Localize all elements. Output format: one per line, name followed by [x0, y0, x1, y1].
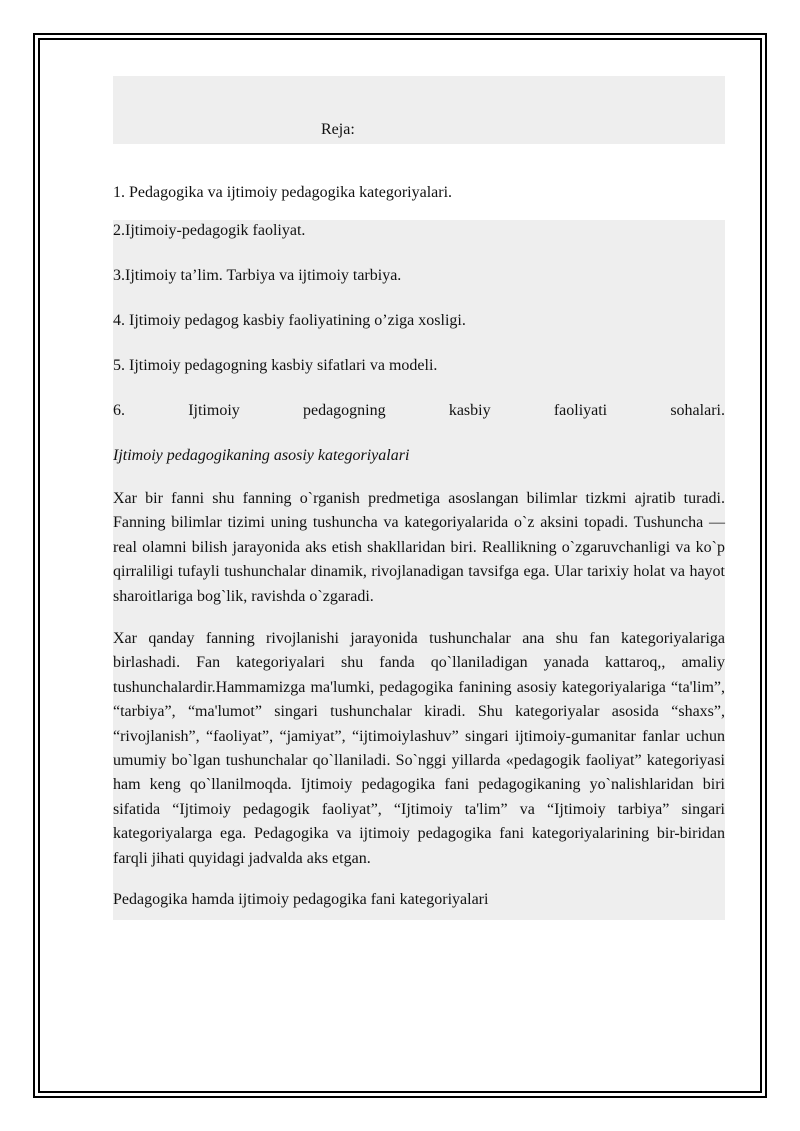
plan-item-6-word: sohalari.	[670, 402, 725, 419]
paragraph-1: Xar bir fanni shu fanning o`rganish predmetiga asoslangan bilimlar tizkmi ajratib turadi. Fanning bilimlar tizimi uning tushuncha va kategoriyalarida o`z aksini topadi. Tushuncha — real olamni bilish jarayonida aks etish shakllaridan biri. Reallikning o`zgaruvchanligi va ko`p qirraliligi tufayli tushunchalar dinamik, rivojlanadigan tavsifga ega. Ular tarixiy holat va hayot sharoitlariga bog`lik, ravishda o`zgaradi.	[113, 490, 725, 605]
section-heading: Ijtimoiy pedagogikaning asosiy kategoriyalari	[113, 447, 410, 464]
plan-item-5: 5. Ijtimoiy pedagogning kasbiy sifatlari va modeli.	[113, 357, 438, 374]
document-body	[113, 76, 725, 920]
plan-item-6	[113, 400, 725, 445]
shaded-body	[113, 220, 725, 920]
plan-item-3: 3.Ijtimoiy ta’lim. Tarbiya va ijtimoiy tarbiya.	[113, 267, 402, 284]
plan-item-6-word: faoliyati	[553, 402, 608, 419]
plan-title: Reja:	[321, 121, 355, 138]
paragraph-2: Xar qanday fanning rivojlanishi jarayonida tushunchalar ana shu fan kategoriyalariga birlashadi. Fan kategoriyalari shu fanda qo`llaniladigan yanada kattaroq,, amaliy tushunchalardir.Hammamizga ma'lumki, pedagogika fanining asosiy kategoriyalariga “ta'lim”, “tarbiya”, “ma'lumot” singari tushunchalar kiradi. Shu kategoriyalar asosida “shaxs”, “rivojlanish”, “faoliyat”, “jamiyat”, “ijtimoiylashuv” singari ijtimoiy-gumanitar fanlar uchun umumiy bo`lgan tushunchalar qo`llaniladi. So`nggi yillarda «pedagogik faoliyat” kategoriyasi ham keng qo`llanilmoqda. Ijtimoiy pedagogika fani pedagogikaning yo`nalishlaridan biri sifatida “Ijtimoiy pedagogik faoliyat”, “Ijtimoiy ta'lim” va “Ijtimoiy tarbiya” singari kategoriyalarga ega. Pedagogika va ijtimoiy pedagogika fani kategoriyalarining bir-biridan farqli jihati quyidagi jadvalda aks etgan.	[113, 630, 725, 867]
title-block	[113, 76, 725, 144]
spacer	[113, 144, 725, 182]
closing-line: Pedagogika hamda ijtimoiy pedagogika fani kategoriyalari	[113, 891, 489, 909]
plan-item-6-word: Ijtimoiy	[188, 402, 240, 419]
plan-item-6-word: kasbiy	[448, 402, 491, 419]
plan-item-6-word: 6.	[113, 402, 125, 419]
plan-item-4: 4. Ijtimoiy pedagog kasbiy faoliyatining o’ziga xosligi.	[113, 312, 466, 329]
plan-item-1: 1. Pedagogika va ijtimoiy pedagogika kategoriyalari.	[113, 182, 725, 220]
plan-item-6-word: pedagogning	[302, 402, 386, 419]
plan-item-2: 2.Ijtimoiy-pedagogik faoliyat.	[113, 222, 306, 239]
